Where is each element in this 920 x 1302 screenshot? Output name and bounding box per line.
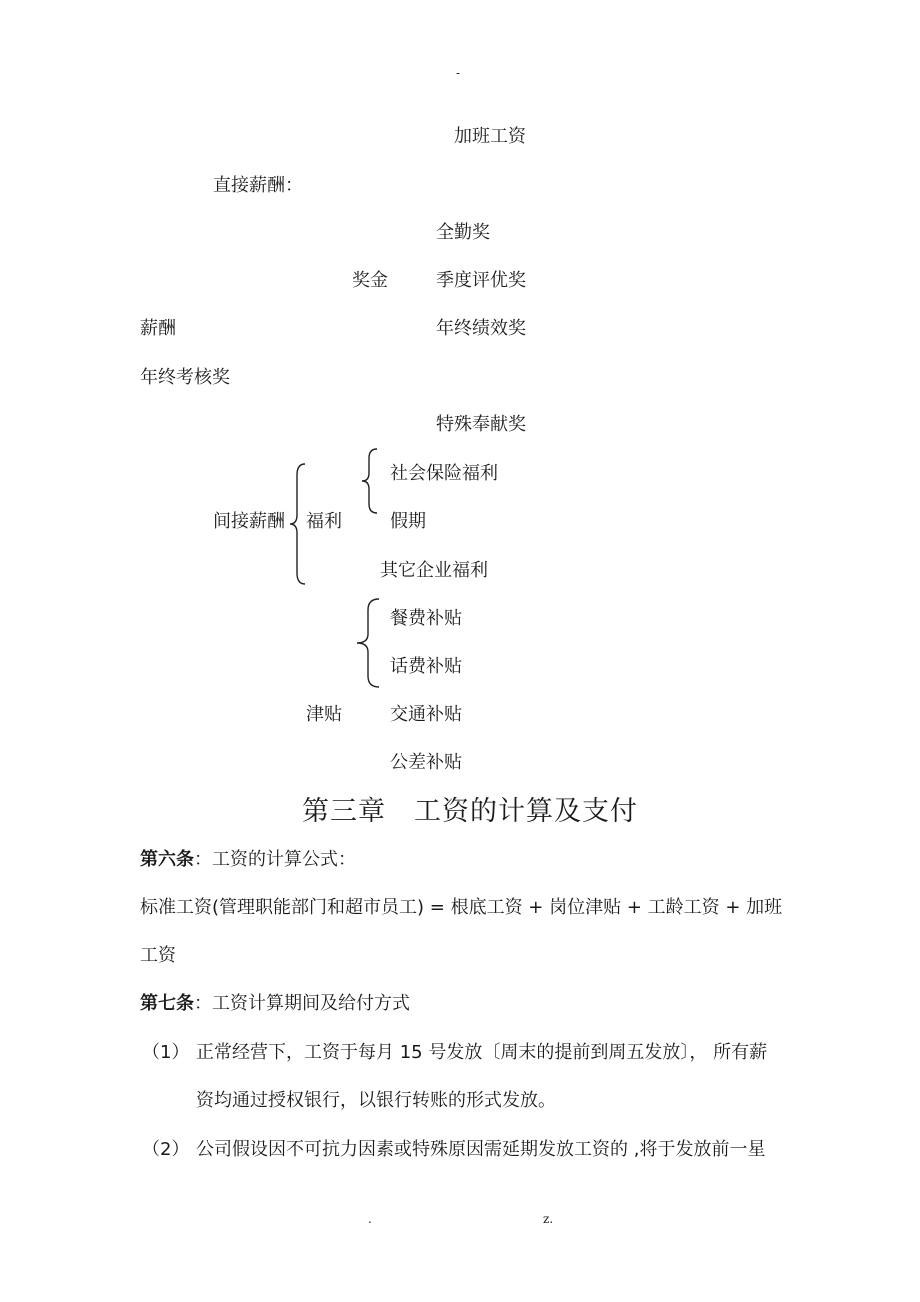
header-mark: - [456,66,461,80]
direct-pay-label: 直接薪酬： [213,175,303,196]
formula-line-2: 工资 [140,945,176,966]
chapter-title: 第三章 工资的计算及支付 [302,796,638,827]
article-6-text: ：工资的计算公式： [194,849,356,870]
annual-review-bonus-label: 年终考核奖 [140,367,230,388]
meal-allowance-label: 餐费补贴 [390,608,462,629]
special-contribution-bonus-label: 特殊奉献奖 [436,414,526,435]
formula-line-1: 标准工资(管理职能部门和超市员工) = 根底工资 + 岗位津贴 + 工龄工资 + 加班 [140,897,783,918]
bonus-label: 奖金 [352,270,388,291]
footer-right-mark: z. [543,1212,554,1226]
attendance-bonus-label: 全勤奖 [436,222,490,243]
footer-left-mark: . [368,1212,372,1226]
welfare-label: 福利 [306,511,342,532]
phone-allowance-label: 话费补贴 [390,656,462,677]
overtime-pay-label: 加班工资 [454,126,526,147]
allowance-label: 津贴 [306,704,342,725]
social-insurance-label: 社会保险福利 [390,463,498,484]
business-trip-allowance-label: 公差补贴 [390,752,462,773]
salary-label: 薪酬 [140,318,176,339]
holiday-label: 假期 [390,511,426,532]
article-7-line [140,992,410,1016]
item-2-number: （2） [142,1139,190,1160]
indirect-pay-brace [288,463,308,585]
item-1-line-2: 资均通过授权银行，以银行转账的形式发放。 [196,1090,556,1111]
welfare-sub-brace [360,448,380,514]
item-2-line-1: 公司假设因不可抗力因素或特殊原因需延期发放工资的 ,将于发放前一星 [196,1139,766,1160]
article-7-text: ：工资计算期间及给付方式 [194,993,410,1014]
allowance-brace [354,598,382,688]
article-6-line [140,848,356,872]
annual-performance-bonus-label: 年终绩效奖 [436,318,526,339]
transport-allowance-label: 交通补贴 [390,704,462,725]
other-welfare-label: 其它企业福利 [380,560,488,581]
article-6-label: 第六条 [140,849,194,870]
item-1-number: （1） [142,1042,190,1063]
item-1-line-1: 正常经营下，工资于每月 15 号发放〔周末的提前到周五发放〕， 所有薪 [196,1042,768,1063]
quarterly-bonus-label: 季度评优奖 [436,270,526,291]
article-7-label: 第七条 [140,993,194,1014]
indirect-pay-label: 间接薪酬 [213,511,285,532]
